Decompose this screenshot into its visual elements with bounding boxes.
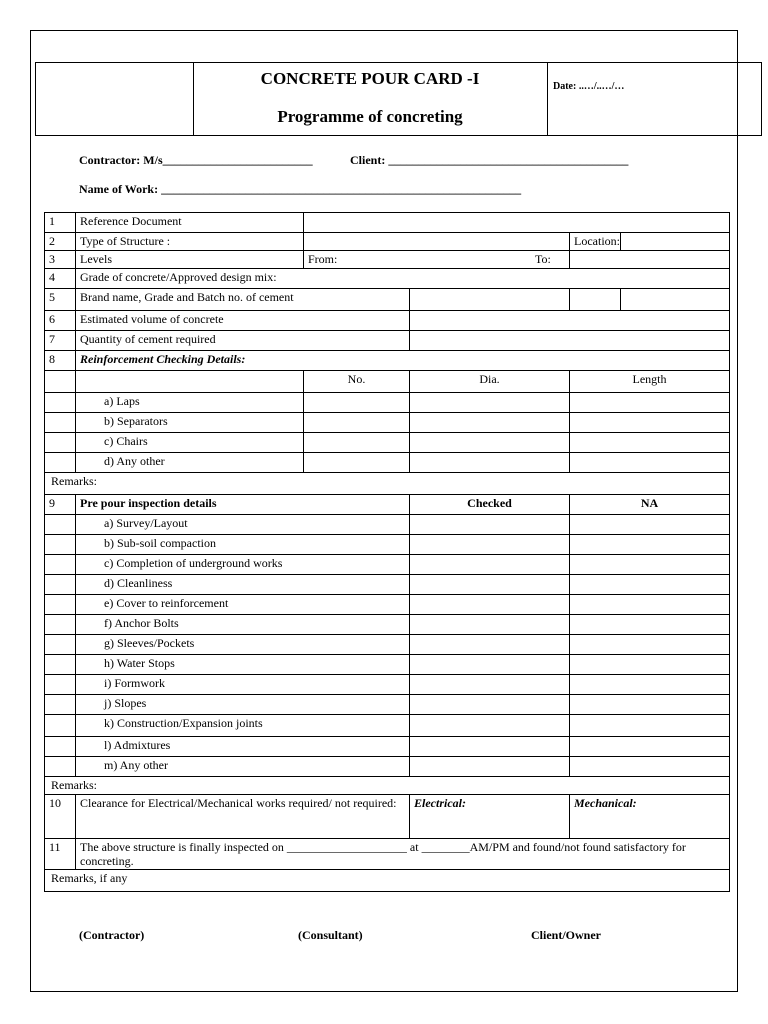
list-item: a) Survey/Layout <box>76 515 410 535</box>
no-input[interactable] <box>304 393 410 413</box>
na-cell[interactable] <box>570 635 730 655</box>
logo-cell <box>36 63 194 135</box>
table-row <box>45 453 730 473</box>
checked-cell[interactable] <box>410 555 570 575</box>
contractor-signature: (Contractor) <box>79 928 145 942</box>
checked-cell[interactable] <box>410 615 570 635</box>
row-label: Quantity of cement required <box>76 331 410 351</box>
checked-cell[interactable] <box>410 675 570 695</box>
table-row <box>45 635 730 655</box>
row-label: Type of Structure : <box>76 233 304 251</box>
location-label: Location: <box>570 233 621 251</box>
table-row <box>45 233 730 251</box>
na-cell[interactable] <box>570 555 730 575</box>
title-cell <box>193 63 548 135</box>
column-header: Dia. <box>410 371 570 393</box>
cement-grade-input[interactable] <box>570 289 621 311</box>
row-number: 4 <box>45 269 76 289</box>
table-row <box>45 535 730 555</box>
column-header: No. <box>304 371 410 393</box>
table-row <box>45 839 730 870</box>
section-heading: Reinforcement Checking Details: <box>76 351 730 371</box>
levels-to-label: To: <box>535 252 551 266</box>
list-item: k) Construction/Expansion joints <box>76 715 410 737</box>
column-header: Checked <box>410 495 570 515</box>
page-subtitle: Programme of concreting <box>277 107 463 126</box>
list-item: b) Sub-soil compaction <box>76 535 410 555</box>
length-input[interactable] <box>570 453 730 473</box>
list-item: l) Admixtures <box>76 737 410 757</box>
table-row <box>45 413 730 433</box>
contractor-field[interactable]: Contractor: M/s_________________________ <box>79 153 313 167</box>
row-number: 1 <box>45 213 76 233</box>
table-row <box>45 675 730 695</box>
row-number: 2 <box>45 233 76 251</box>
checked-cell[interactable] <box>410 515 570 535</box>
list-item: a) Laps <box>76 393 304 413</box>
row-number: 11 <box>45 839 76 870</box>
header-box <box>35 62 762 136</box>
table-row <box>45 737 730 757</box>
row-number: 6 <box>45 311 76 331</box>
list-item: m) Any other <box>76 757 410 777</box>
na-cell[interactable] <box>570 675 730 695</box>
table-row <box>45 757 730 777</box>
na-cell[interactable] <box>570 715 730 737</box>
row-number: 10 <box>45 795 76 839</box>
remarks-field[interactable]: Remarks: <box>45 473 730 495</box>
table-row <box>45 870 730 892</box>
reference-document-input[interactable] <box>304 213 730 233</box>
row-label: Levels <box>76 251 304 269</box>
na-cell[interactable] <box>570 757 730 777</box>
na-cell[interactable] <box>570 515 730 535</box>
list-item: e) Cover to reinforcement <box>76 595 410 615</box>
table-row <box>45 777 730 795</box>
table-row <box>45 213 730 233</box>
na-cell[interactable] <box>570 575 730 595</box>
cement-brand-input[interactable] <box>410 289 570 311</box>
checked-cell[interactable] <box>410 757 570 777</box>
table-row <box>45 351 730 371</box>
row-label: Grade of concrete/Approved design mix: <box>76 269 730 289</box>
table-row <box>45 331 730 351</box>
na-cell[interactable] <box>570 595 730 615</box>
na-cell[interactable] <box>570 615 730 635</box>
row-number: 5 <box>45 289 76 311</box>
table-row <box>45 615 730 635</box>
column-header: Length <box>570 371 730 393</box>
table-row <box>45 695 730 715</box>
na-cell[interactable] <box>570 535 730 555</box>
electrical-field[interactable]: Electrical: <box>410 795 570 839</box>
table-row <box>45 289 730 311</box>
pour-card-table <box>44 212 730 892</box>
column-header: NA <box>570 495 730 515</box>
cement-batch-input[interactable] <box>621 289 730 311</box>
list-item: d) Cleanliness <box>76 575 410 595</box>
row-label: Reference Document <box>76 213 304 233</box>
row-label: Estimated volume of concrete <box>76 311 410 331</box>
row-label: Brand name, Grade and Batch no. of cement <box>76 289 410 311</box>
list-item: i) Formwork <box>76 675 410 695</box>
table-row <box>45 555 730 575</box>
list-item: c) Chairs <box>76 433 304 453</box>
row-number: 7 <box>45 331 76 351</box>
checked-cell[interactable] <box>410 575 570 595</box>
table-row <box>45 473 730 495</box>
checked-cell[interactable] <box>410 635 570 655</box>
table-row <box>45 715 730 737</box>
checked-cell[interactable] <box>410 655 570 675</box>
no-input[interactable] <box>304 413 410 433</box>
client-signature: Client/Owner <box>531 928 601 942</box>
row-number: 8 <box>45 351 76 371</box>
structure-type-input[interactable] <box>304 233 570 251</box>
client-field[interactable]: Client: ________________________________________ <box>350 153 629 167</box>
row-number: 9 <box>45 495 76 515</box>
table-row <box>45 371 730 393</box>
checked-cell[interactable] <box>410 695 570 715</box>
cement-quantity-input[interactable] <box>410 331 730 351</box>
dia-input[interactable] <box>410 453 570 473</box>
na-cell[interactable] <box>570 695 730 715</box>
table-row <box>45 433 730 453</box>
name-of-work-field[interactable]: Name of Work: ____________________________________________________________ <box>79 182 522 196</box>
table-row <box>45 393 730 413</box>
levels-from-field[interactable]: From: <box>304 251 570 269</box>
table-row <box>45 495 730 515</box>
list-item: h) Water Stops <box>76 655 410 675</box>
no-input[interactable] <box>304 453 410 473</box>
list-item: f) Anchor Bolts <box>76 615 410 635</box>
list-item: g) Sleeves/Pockets <box>76 635 410 655</box>
list-item: d) Any other <box>76 453 304 473</box>
table-row <box>45 575 730 595</box>
length-input[interactable] <box>570 393 730 413</box>
table-row <box>45 251 730 269</box>
table-row <box>45 311 730 331</box>
table-row <box>45 515 730 535</box>
length-input[interactable] <box>570 433 730 453</box>
dia-input[interactable] <box>410 413 570 433</box>
table-row <box>45 269 730 289</box>
row-label: The above structure is finally inspected on ____________________ at ________AM/PM and found/not found satisfactory for concreting. <box>76 839 730 870</box>
dia-input[interactable] <box>410 393 570 413</box>
list-item: c) Completion of underground works <box>76 555 410 575</box>
list-item: b) Separators <box>76 413 304 433</box>
row-label: Clearance for Electrical/Mechanical works required/ not required: <box>76 795 410 839</box>
consultant-signature: (Consultant) <box>298 928 363 942</box>
no-input[interactable] <box>304 433 410 453</box>
date-field[interactable]: Date: ..…/..…/… <box>553 81 625 92</box>
na-cell[interactable] <box>570 737 730 757</box>
page-title: CONCRETE POUR CARD -I <box>260 69 480 88</box>
length-input[interactable] <box>570 413 730 433</box>
checked-cell[interactable] <box>410 715 570 737</box>
checked-cell[interactable] <box>410 535 570 555</box>
section-heading: Pre pour inspection details <box>76 495 410 515</box>
list-item: j) Slopes <box>76 695 410 715</box>
checked-cell[interactable] <box>410 737 570 757</box>
dia-input[interactable] <box>410 433 570 453</box>
checked-cell[interactable] <box>410 595 570 615</box>
table-row <box>45 795 730 839</box>
location-input[interactable] <box>621 233 730 251</box>
remarks-field[interactable]: Remarks: <box>45 777 730 795</box>
na-cell[interactable] <box>570 655 730 675</box>
mechanical-field[interactable]: Mechanical: <box>570 795 730 839</box>
levels-to-field[interactable] <box>535 251 730 269</box>
remarks-any-field[interactable]: Remarks, if any <box>45 870 730 892</box>
estimated-volume-input[interactable] <box>410 311 730 331</box>
empty-cell <box>76 371 304 393</box>
table-row <box>45 655 730 675</box>
empty-cell <box>45 371 76 393</box>
row-number: 3 <box>45 251 76 269</box>
table-row <box>45 595 730 615</box>
